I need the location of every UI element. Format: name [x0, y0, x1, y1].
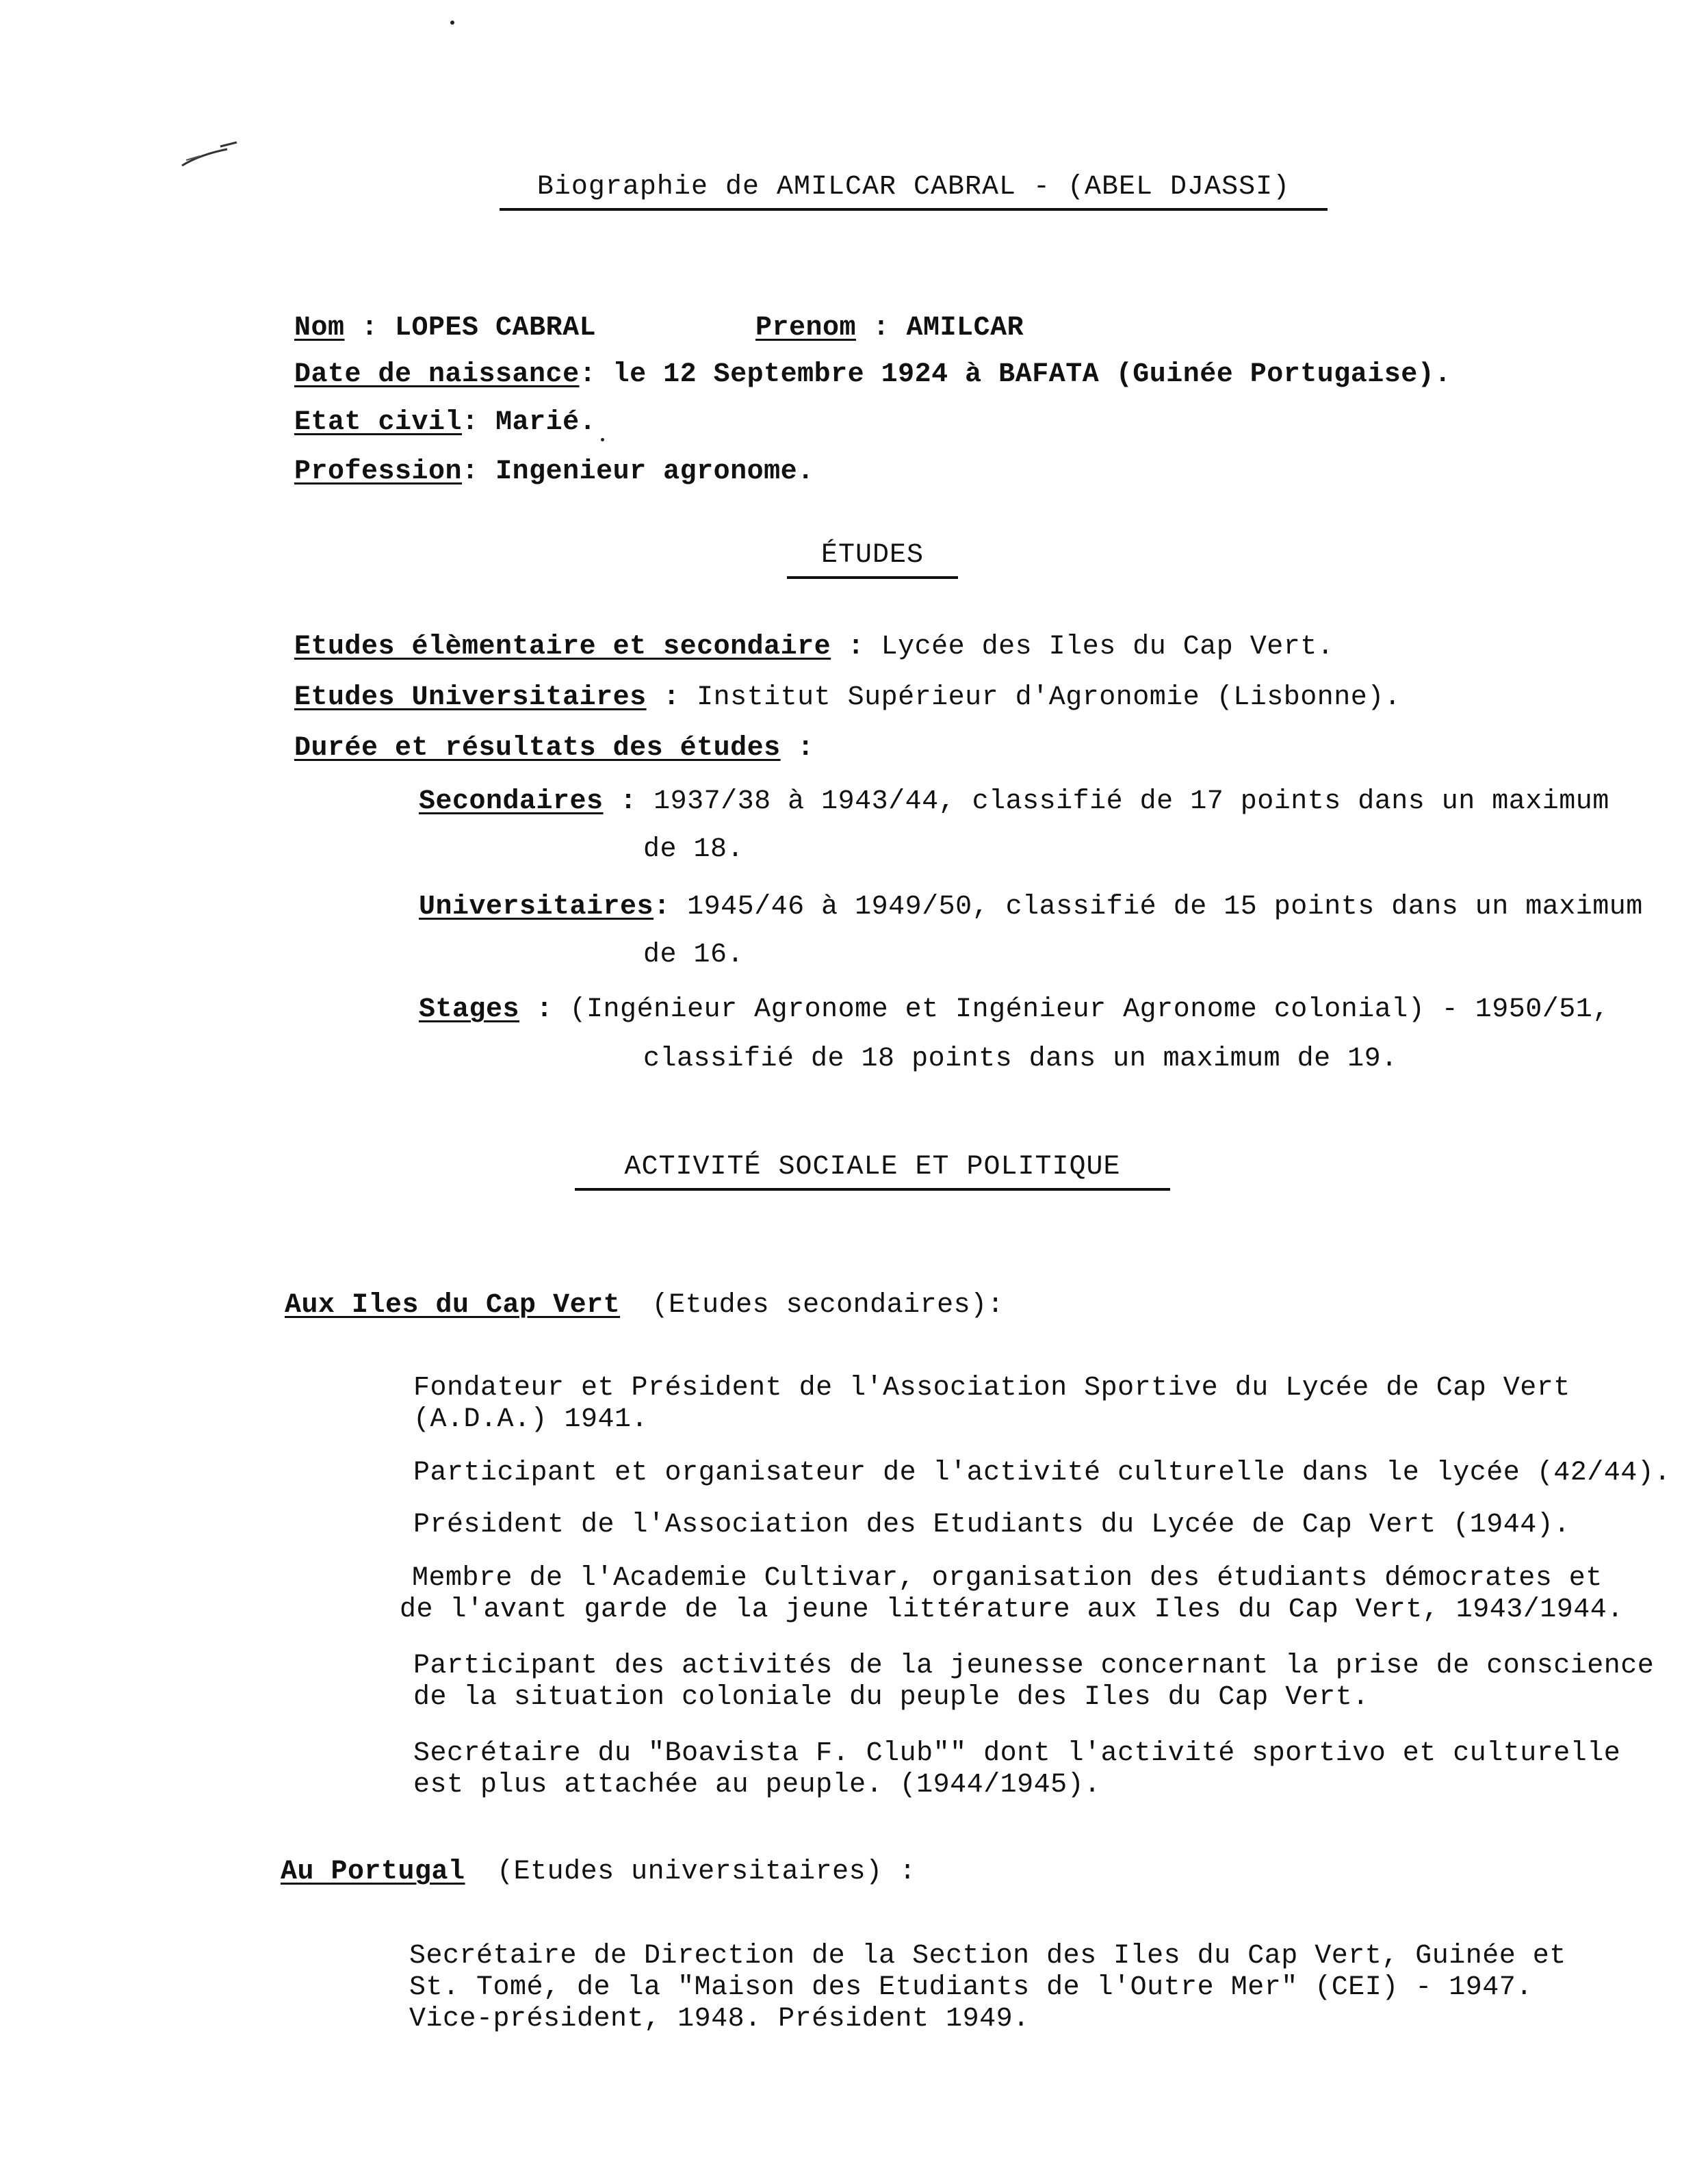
naissance-value: le 12 Septembre 1924 à BAFATA (Guinée Portugaise). — [612, 359, 1451, 390]
scan-scribble — [179, 140, 241, 170]
document-title: Biographie de AMILCAR CABRAL - (ABEL DJASSI) — [500, 170, 1328, 211]
universitaires-text: 1945/46 à 1949/50, classifié de 15 points dans un maximum — [687, 892, 1643, 922]
cap-vert-item-line: Participant des activités de la jeunesse concernant la prise de conscience — [413, 1651, 1655, 1681]
cap-vert-label: Aux Iles du Cap Vert — [285, 1290, 621, 1321]
etudes-universitaires-row: Etudes Universitaires : Institut Supérieur d'Agronomie (Lisbonne). — [294, 682, 1401, 713]
cap-vert-item — [400, 1563, 1624, 1626]
etudes-heading: ÉTUDES — [787, 538, 958, 579]
nom-label: Nom — [294, 313, 345, 344]
universitaires-label: Universitaires — [419, 892, 654, 922]
prenom-row: Prenom : AMILCAR — [755, 313, 1024, 344]
scan-speck — [450, 21, 454, 25]
cap-vert-item — [413, 1458, 1671, 1489]
naissance-row: Date de naissance: le 12 Septembre 1924 à BAFATA (Guinée Portugaise). — [294, 359, 1451, 390]
cap-vert-item-line: Participant et organisateur de l'activité culturelle dans le lycée (42/44). — [413, 1458, 1671, 1488]
portugal-item-line: St. Tomé, de la "Maison des Etudiants de l'Outre Mer" (CEI) - 1947. — [409, 1972, 1533, 2003]
stages-text-cont: classifié de 18 points dans un maximum de 19. — [643, 1044, 1398, 1074]
cap-vert-note: (Etudes secondaires): — [651, 1290, 1005, 1321]
prenom-value: AMILCAR — [906, 313, 1024, 344]
cap-vert-item-line: est plus attachée au peuple. (1944/1945). — [413, 1770, 1101, 1800]
naissance-label: Date de naissance — [294, 359, 580, 390]
activite-heading: ACTIVITÉ SOCIALE ET POLITIQUE — [575, 1150, 1170, 1191]
portugal-section-header — [281, 1855, 916, 1890]
nom-row: Nom : LOPES CABRAL — [294, 313, 597, 344]
etudes-elementaire-value: Lycée des Iles du Cap Vert. — [881, 632, 1334, 662]
cap-vert-section-header — [285, 1288, 1004, 1323]
secondaires-row: Secondaires : 1937/38 à 1943/44, classifié de 17 points dans un maximum — [419, 786, 1609, 817]
cap-vert-item-line: de l'avant garde de la jeune littérature aux Iles du Cap Vert, 1943/1944. — [400, 1594, 1624, 1625]
stages-text: (Ingénieur Agronome et Ingénieur Agronome colonial) - 1950/51, — [569, 994, 1609, 1025]
cap-vert-item-line: Fondateur et Président de l'Association Sportive du Lycée de Cap Vert — [413, 1373, 1570, 1404]
secondaires-text-cont: de 18. — [643, 834, 745, 865]
nom-value: LOPES CABRAL — [395, 313, 597, 344]
universitaires-text-cont: de 16. — [643, 940, 745, 970]
portugal-item — [409, 1941, 1566, 2035]
etudes-elementaire-row: Etudes élèmentaire et secondaire : Lycée des Iles du Cap Vert. — [294, 632, 1334, 662]
cap-vert-item-line: Secrétaire du "Boavista F. Club"" dont l'activité sportivo et culturelle — [413, 1738, 1621, 1769]
etudes-elementaire-label: Etudes élèmentaire et secondaire — [294, 632, 831, 662]
etat-civil-row: Etat civil: Marié. — [294, 407, 597, 438]
stages-row: Stages : (Ingénieur Agronome et Ingénieur Agronome colonial) - 1950/51, — [419, 994, 1609, 1025]
universitaires-row: Universitaires: 1945/46 à 1949/50, classifié de 15 points dans un maximum — [419, 892, 1643, 922]
cap-vert-item — [413, 1373, 1570, 1436]
cap-vert-item-line: Membre de l'Academie Cultivar, organisation des étudiants démocrates et — [412, 1563, 1603, 1594]
secondaires-label: Secondaires — [419, 786, 604, 817]
cap-vert-item-line: de la situation coloniale du peuple des Iles du Cap Vert. — [413, 1682, 1369, 1713]
cap-vert-item-line: Président de l'Association des Etudiants du Lycée de Cap Vert (1944). — [413, 1510, 1570, 1540]
duree-row: Durée et résultats des études : — [294, 733, 814, 764]
prenom-label: Prenom — [755, 313, 857, 344]
profession-value: Ingenieur agronome. — [495, 456, 814, 487]
portugal-note: (Etudes universitaires) : — [497, 1857, 916, 1887]
cap-vert-item-line: (A.D.A.) 1941. — [413, 1404, 649, 1435]
scan-speck — [601, 438, 604, 441]
cap-vert-item — [413, 1510, 1570, 1541]
etat-civil-value: Marié. — [495, 407, 597, 438]
portugal-label: Au Portugal — [281, 1857, 465, 1887]
portugal-item-line: Secrétaire de Direction de la Section des Iles du Cap Vert, Guinée et — [409, 1941, 1566, 1972]
profession-label: Profession — [294, 456, 463, 487]
cap-vert-item — [413, 1651, 1654, 1714]
profession-row: Profession: Ingenieur agronome. — [294, 456, 814, 487]
duree-label: Durée et résultats des études — [294, 733, 781, 764]
etat-civil-label: Etat civil — [294, 407, 463, 438]
cap-vert-item — [413, 1738, 1620, 1801]
etudes-universitaires-value: Institut Supérieur d'Agronomie (Lisbonne). — [697, 682, 1401, 713]
stages-label: Stages — [419, 994, 520, 1025]
etudes-universitaires-label: Etudes Universitaires — [294, 682, 647, 713]
portugal-item-line: Vice-président, 1948. Président 1949. — [409, 2004, 1030, 2035]
secondaires-text: 1937/38 à 1943/44, classifié de 17 points dans un maximum — [654, 786, 1609, 817]
